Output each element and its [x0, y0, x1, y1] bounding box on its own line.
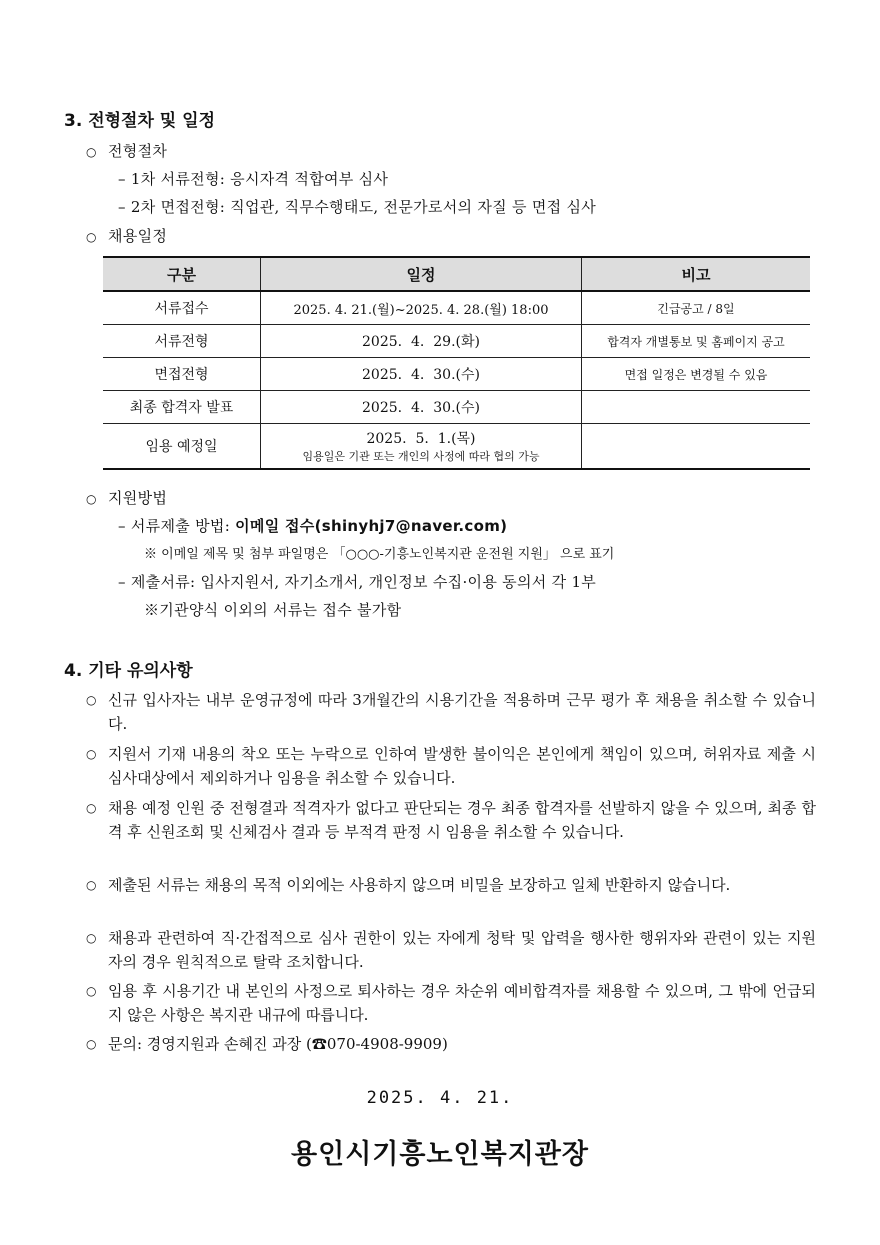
apply-heading — [86, 487, 167, 508]
notice-item — [86, 688, 816, 736]
notice-text: 문의: 경영지원과 손혜진 과장 (☎070-4908-9909) — [108, 1035, 448, 1053]
row-category: 서류전형 — [103, 325, 261, 358]
row-category: 최종 합격자 발표 — [103, 391, 261, 424]
row-date: 2025. 4. 21.(월)~2025. 4. 28.(월) 18:00 — [261, 291, 582, 325]
notice-text: 신규 입사자는 내부 운영규정에 따라 3개월간의 시용기간을 적용하며 근무 평가 후 채용을 취소할 수 있습니다. — [108, 691, 816, 733]
process-item-2 — [118, 196, 596, 217]
notice-item — [86, 979, 816, 1027]
row-note — [582, 391, 811, 424]
header-category: 구분 — [103, 257, 261, 291]
organization-name: 용인시기흥노인복지관장 — [291, 1139, 589, 1170]
bullet-icon: ○ — [86, 747, 97, 761]
bullet-icon: ○ — [86, 878, 97, 892]
row-category: 서류접수 — [103, 291, 261, 325]
dash-icon: – — [118, 170, 126, 188]
table-header-row — [103, 257, 810, 291]
row-date: 2025. 4. 29.(화) — [261, 325, 582, 358]
notice-text: 채용과 관련하여 직·간접적으로 심사 권한이 있는 자에게 청탁 및 압력을 행사한 행위자와 관련이 있는 지원자의 경우 원칙적으로 탈락 조치합니다. — [108, 929, 816, 971]
row-date: 2025. 5. 1.(목) — [366, 431, 476, 447]
documents-note: ※기관양식 이외의 서류는 접수 불가함 — [144, 601, 402, 619]
schedule-label: 채용일정 — [108, 227, 168, 245]
notice-item — [86, 873, 816, 897]
table-row — [103, 325, 810, 358]
bullet-icon: ○ — [86, 1037, 97, 1051]
apply-method-prefix: 서류제출 방법: — [130, 517, 236, 535]
row-date-cell — [261, 424, 582, 470]
notice-text: 채용 예정 인원 중 전형결과 적격자가 없다고 판단되는 경우 최종 합격자를 선발하지 않을 수 있으며, 최종 합격 후 신원조회 및 신체검사 결과 등 부적격 판정 시 임용을 취소할 수 있습니다. — [108, 799, 816, 841]
row-note — [582, 424, 811, 470]
apply-label: 지원방법 — [108, 489, 168, 507]
notice-item — [86, 796, 816, 844]
row-date-note: 임용일은 기관 또는 개인의 사정에 따라 협의 가능 — [302, 450, 540, 463]
section-3-title: 3. 전형절차 및 일정 — [64, 111, 215, 131]
notice-item — [86, 742, 816, 790]
row-date: 2025. 4. 30.(수) — [261, 358, 582, 391]
apply-method — [118, 515, 507, 536]
bullet-icon: ○ — [86, 801, 97, 815]
schedule-table — [103, 256, 810, 470]
row-category: 임용 예정일 — [103, 424, 261, 470]
bullet-icon: ○ — [86, 145, 97, 159]
header-note: 비고 — [582, 257, 811, 291]
table-row — [103, 424, 810, 470]
bullet-icon: ○ — [86, 230, 97, 244]
apply-method-email: 이메일 접수(shinyhj7@naver.com) — [235, 517, 508, 535]
table-row — [103, 358, 810, 391]
table-row — [103, 391, 810, 424]
row-note: 면접 일정은 변경될 수 있음 — [582, 358, 811, 391]
documents — [118, 571, 596, 592]
process-item-text: 1차 서류전형: 응시자격 적합여부 심사 — [130, 170, 389, 188]
notice-text: 제출된 서류는 채용의 목적 이외에는 사용하지 않으며 비밀을 보장하고 일체 반환하지 않습니다. — [108, 876, 731, 894]
notice-text: 지원서 기재 내용의 착오 또는 누락으로 인하여 발생한 불이익은 본인에게 책임이 있으며, 허위자료 제출 시 심사대상에서 제외하거나 임용을 취소할 수 있습니다. — [108, 745, 816, 787]
table-row — [103, 291, 810, 325]
dash-icon: – — [118, 517, 126, 535]
process-label: 전형절차 — [108, 142, 168, 160]
row-note: 긴급공고 / 8일 — [582, 291, 811, 325]
apply-method-note: ※ 이메일 제목 및 첨부 파일명은 「○○○-기흥노인복지관 운전원 지원」 으로 표기 — [144, 547, 615, 562]
bullet-icon: ○ — [86, 693, 97, 707]
documents-text: 제출서류: 입사지원서, 자기소개서, 개인정보 수집·이용 동의서 각 1부 — [130, 573, 597, 591]
process-item-1 — [118, 168, 388, 189]
notice-date: 2025. 4. 21. — [366, 1088, 514, 1108]
dash-icon: – — [118, 573, 126, 591]
header-date: 일정 — [261, 257, 582, 291]
process-item-text: 2차 면접전형: 직업관, 직무수행태도, 전문가로서의 자질 등 면접 심사 — [130, 198, 597, 216]
notice-item-contact — [86, 1032, 816, 1056]
bullet-icon: ○ — [86, 931, 97, 945]
schedule-heading — [86, 225, 167, 246]
row-category: 면접전형 — [103, 358, 261, 391]
section-4-title: 4. 기타 유의사항 — [64, 661, 193, 681]
process-heading — [86, 140, 167, 161]
notice-text: 임용 후 시용기간 내 본인의 사정으로 퇴사하는 경우 차순위 예비합격자를 채용할 수 있으며, 그 밖에 언급되지 않은 사항은 복지관 내규에 따릅니다. — [108, 982, 816, 1024]
bullet-icon: ○ — [86, 984, 97, 998]
notice-item — [86, 926, 816, 974]
dash-icon: – — [118, 198, 126, 216]
bullet-icon: ○ — [86, 492, 97, 506]
row-date: 2025. 4. 30.(수) — [261, 391, 582, 424]
row-note: 합격자 개별통보 및 홈페이지 공고 — [582, 325, 811, 358]
